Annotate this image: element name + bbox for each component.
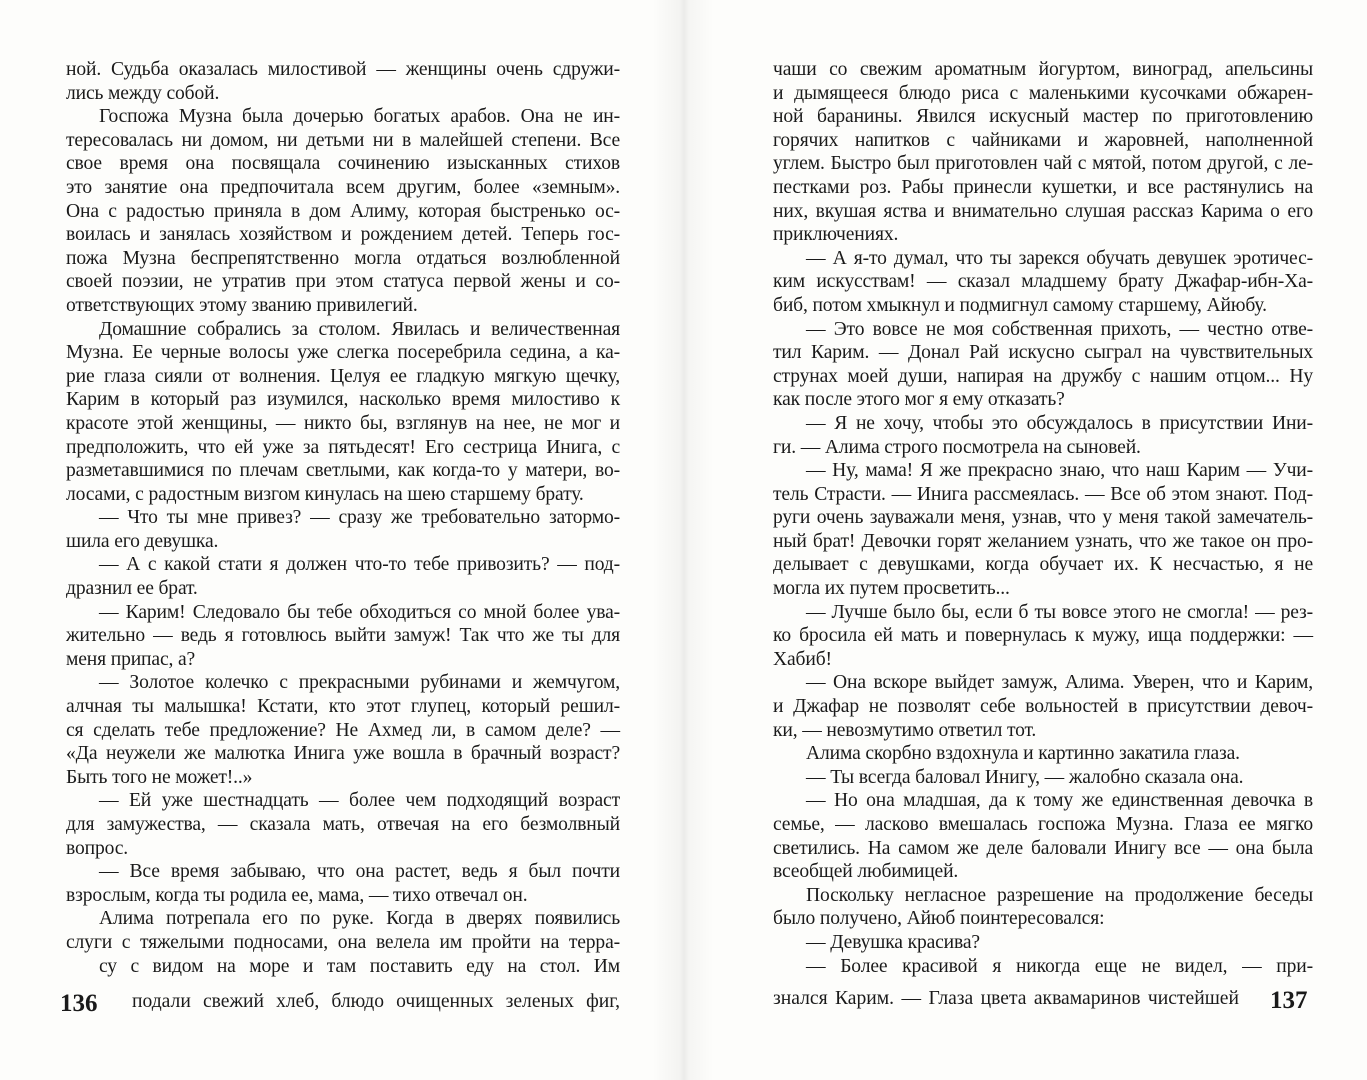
text-line: лись между собой. [66,82,220,104]
text-line: вопрос. [66,837,129,859]
text-line: меня припас, а? [66,648,196,670]
text-line: них, вкушая яства и внимательно слушая рассказ Карима о его [773,200,1313,222]
text-line: это занятие она предпочитала всем другим, более «земным». [66,176,620,198]
text-line: — Ты всегда баловал Инигу, — жалобно сказала она. [806,766,1244,788]
text-line: и дымящееся блюдо риса с маленькими кусочками обжарен- [773,82,1313,104]
right-page-text [773,58,1313,978]
left-page-last-line: подали свежий хлеб, блюдо очищенных зеленых фиг, [132,991,620,1012]
text-line: делывает с девушками, когда обучает их. К несчастью, я не [773,554,1313,576]
text-line: — Она вскоре выйдет замуж, Алима. Уверен, что и Карим, [806,672,1313,694]
text-line: приключениях. [773,224,899,246]
text-line: Алима скорбно вздохнула и картинно закатила глаза. [806,743,1240,765]
text-line: жительно — ведь я готовлюсь выйти замуж! Так что же ты для [66,625,620,647]
text-line: ги. — Алима строго посмотрела на сыновей. [773,436,1141,458]
text-line: как после этого мог я ему отказать? [773,389,1065,411]
text-line: чаши со свежим ароматным йогуртом, виноград, апельсины [773,59,1313,80]
text-line: Хабиб! [773,648,832,670]
text-line: своей поэзии, не утратив при этом статуса первой жены и со- [66,271,620,293]
text-line: красоте этой женщины, — никто бы, взглянув на нее, не мог и [66,412,620,434]
text-line: ко бросила ей мать и повернулась к мужу, ища поддержки: — [773,625,1313,647]
text-line: — Золотое колечко с прекрасными рубинами и жемчугом, [99,672,620,694]
text-line: горячих напитков с чайниками и жаровней, наполненной [773,129,1313,151]
text-line: Алима потрепала его по руке. Когда в дверях появились [99,908,620,930]
text-line: Поскольку негласное разрешение на продолжение беседы [806,884,1313,906]
text-line: — Карим! Следовало бы тебе обходиться со мной более ува- [99,601,620,623]
text-line: шила его девушка. [66,530,219,552]
text-line: — Что ты мне привез? — сразу же требовательно затормо- [99,507,620,529]
text-line: ки, — невозмутимо ответил тот. [773,719,1037,741]
text-line: Карим в который раз изумился, насколько время милостиво к [66,389,620,411]
right-page-last-line: знался Карим. — Глаза цвета аквамаринов чистейшей [773,988,1239,1009]
text-line: тересовалась ни домом, ни детьми ни в малейшей степени. Все [66,129,620,151]
text-line: для замужества, — сказала мать, отвечая на его безмолвный [66,814,620,835]
text-line: алчная ты малышка! Кстати, кто этот глупец, который решил- [66,696,620,718]
text-line: было получено, Айюб поинтересовался: [773,908,1105,930]
text-line: семье, — ласково вмешалась госпожа Музна. Глаза ее мягко [773,814,1313,835]
text-line: дразнил ее брат. [66,578,198,600]
left-page-text [66,58,620,978]
text-line: пестками роз. Рабы принесли кушетки, и все растянулись на [773,176,1313,198]
text-line: и Джафар не позволят себе вольностей в присутствии девоч- [773,696,1313,718]
text-line: взрослым, когда ты родила ее, мама, — тихо отвечал он. [66,884,528,906]
text-line: — Я не хочу, чтобы это обсуждалось в присутствии Ини- [806,412,1313,434]
text-line: — А с какой стати я должен что-то тебе привозить? — под- [99,554,620,576]
text-line: пожа Музна беспрепятственно могла отдаться возлюбленной [66,247,620,269]
text-line: Госпожа Музна была дочерью богатых арабов. Она не ин- [99,106,620,128]
text-line: ный брат! Девочки горят желанием узнать, что же такое он про- [773,530,1313,552]
book-gutter [652,0,714,1080]
text-line: биб, потом хмыкнул и подмигнул самому старшему, Айюбу. [773,294,1267,316]
text-line: могла их путем просветить... [773,578,1010,600]
text-line: — Но она младшая, да к тому же единственная девочка в [806,790,1313,812]
text-line: Домашние собрались за столом. Явилась и величественная [99,318,620,340]
text-line: — Ну, мама! Я же прекрасно знаю, что наш Карим — Учи- [806,460,1313,482]
text-line: — Все время забываю, что она растет, ведь я был почти [99,861,620,883]
text-line: предположить, что ей уже за пятьдесят! Его сестрица Инига, с [66,436,620,458]
text-line: ной. Судьба оказалась милостивой — женщины очень сдружи- [66,59,620,80]
text-line: ной баранины. Явился искусный мастер по приготовлению [773,106,1313,128]
text-line: разметавшимися по плечам светлыми, как когда-то у матери, во- [66,460,620,482]
text-line: лосами, с радостным визгом кинулась на шею старшему брату. [66,483,584,505]
text-line: ким искусствам! — сказал младшему брату Джафар-ибн-Ха- [773,271,1313,293]
text-line: — Это вовсе не моя собственная прихоть, — честно отве- [806,318,1313,340]
text-line: тил Карим. — Донал Рай искусно сыграл на чувствительных [773,342,1313,364]
text-line: Быть того не может!..» [66,766,253,788]
text-line: всеобщей любимицей. [773,861,959,883]
text-line: углем. Быстро был приготовлен чай с мятой, потом другой, с ле- [773,153,1313,175]
text-line: — Более красивой я никогда еще не видел, — при- [806,955,1313,977]
text-line: рие глаза сияли от волнения. Целуя ее гладкую мягкую щечку, [66,365,620,387]
text-line: — А я-то думал, что ты зарекся обучать девушек эротичес- [806,247,1313,269]
text-line: слуги с тяжелыми подносами, она велела им пройти на терра- [66,931,620,953]
text-line: — Девушка красива? [806,931,980,953]
text-line: светились. На самом же деле баловали Инигу все — она была [773,837,1313,859]
text-line: — Ей уже шестнадцать — более чем подходящий возраст [99,790,620,812]
text-line: струнах моей души, напирая на дружбу с нашим отцом... Ну [773,365,1313,387]
text-line: воилась и занялась хозяйством и рождением детей. Теперь гос- [66,224,620,246]
right-page-number: 137 [1270,987,1308,1014]
text-line: руги очень зауважали меня, узнав, что у меня такой замечатель- [773,507,1313,529]
text-line: ся сделать тебе предложение? Не Ахмед ли, в самом деле? — [66,719,620,741]
text-line: тель Страсти. — Инига рассмеялась. — Все об этом знают. Под- [773,483,1313,505]
text-line: свое время она посвящала сочинению изысканных стихов [66,153,620,175]
text-line: «Да неужели же малютка Инига уже вошла в брачный возраст? [66,743,620,765]
text-line: Она с радостью приняла в дом Алиму, которая быстренько ос- [66,200,620,222]
text-line: ответствующих этому званию привилегий. [66,294,418,316]
text-line: Музна. Ее черные волосы уже слегка посеребрила седина, а ка- [66,342,620,364]
text-line: — Лучше было бы, если б ты вовсе этого не смогла! — рез- [806,601,1313,623]
text-line: су с видом на море и там поставить еду на стол. Им [99,955,620,977]
left-page-number: 136 [60,990,98,1017]
